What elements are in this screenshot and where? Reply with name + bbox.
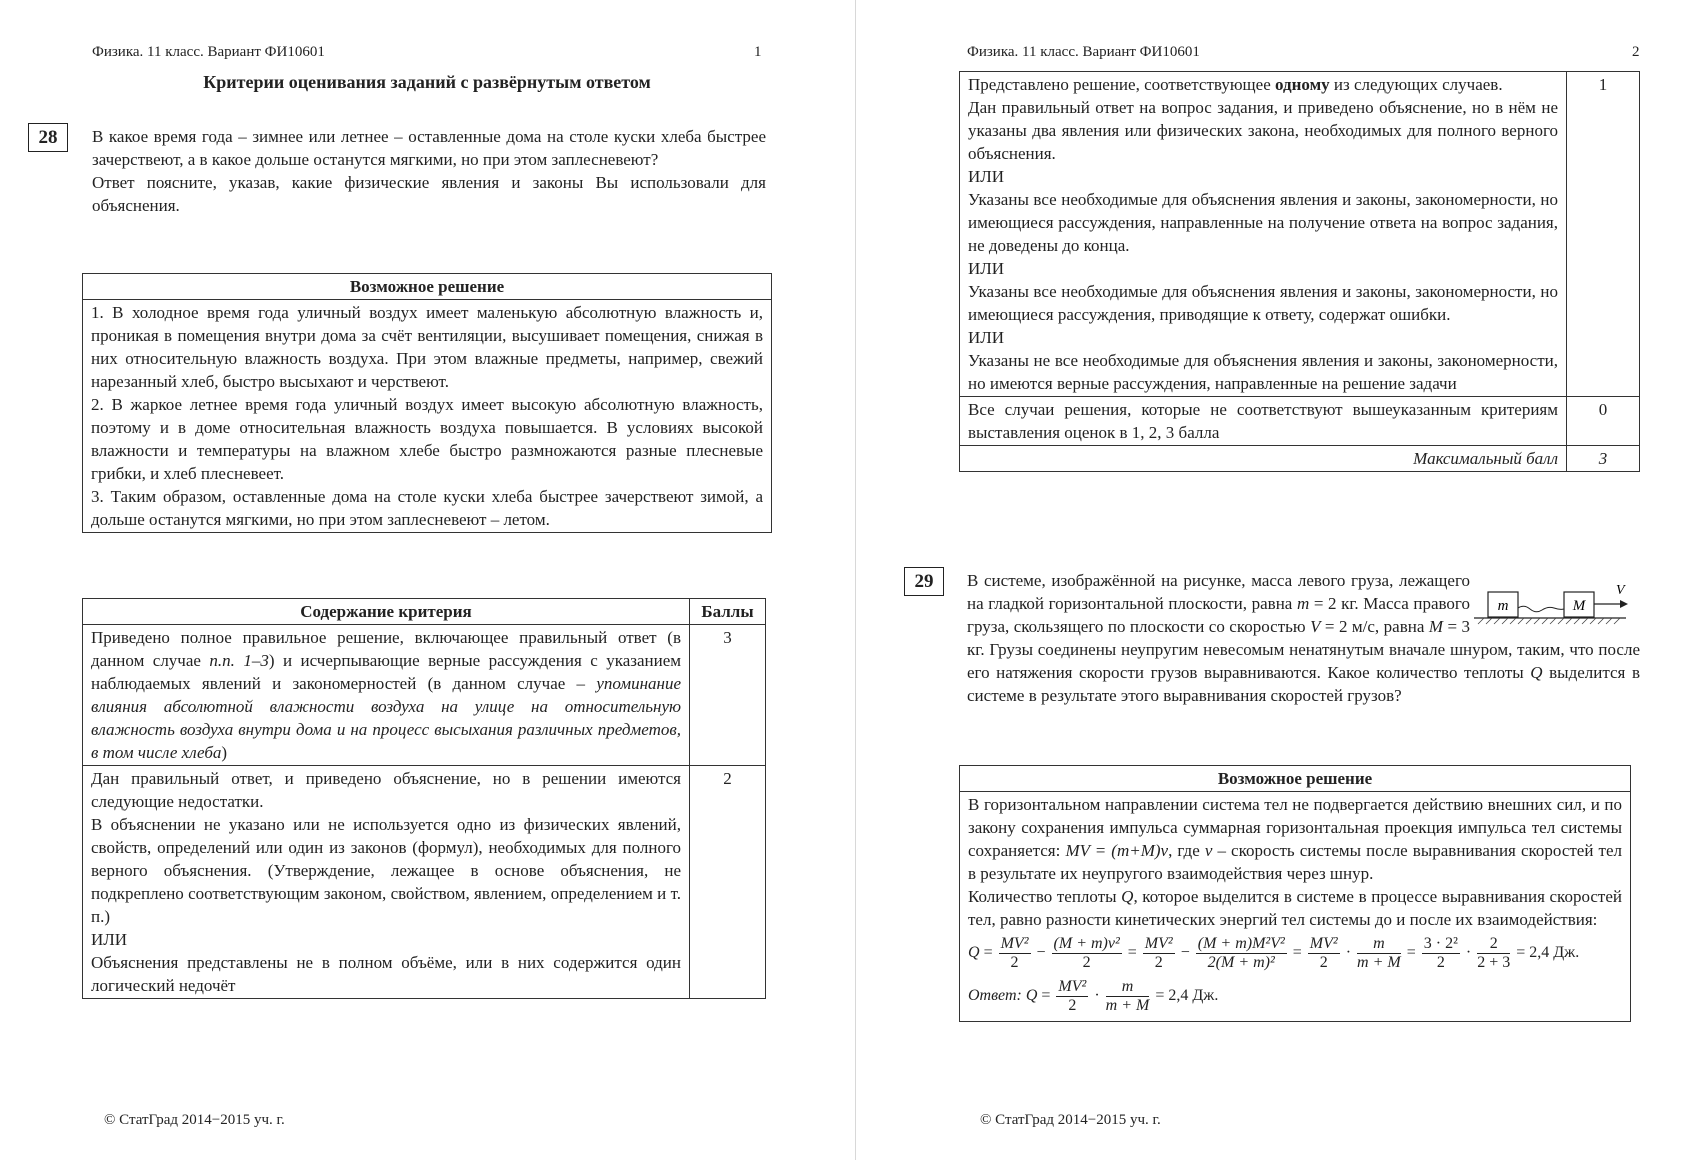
q29-s2-b: , которое выделится в системе в процессе выравнивания скоростей тел, равно разности кинетических энергий тел системы до и после их взаимодействия: — [968, 887, 1622, 929]
criterion-1-points: 1 — [1567, 72, 1640, 397]
q29-text-1: В системе, изображённой на рисунке, масса левого груза, лежащего на гладкой горизонтальной плоскости, равна — [967, 571, 1470, 613]
q29-text-4: = 3 кг. Грузы соединены неупругим невесомым ненатянутым вначале шнуром, таким, что после его натяжения скорости грузов выравниваются. Какое количество теплоты — [967, 617, 1640, 682]
q29-answer-result: = 2,4 Дж. — [1155, 987, 1219, 1005]
solution-point-3: 3. Таким образом, оставленные дома на столе куски хлеба быстрее зачерствеют зимой, а дольше останутся мягкими, но при этом заплесневеют – летом. — [91, 487, 763, 529]
q29-answer: Ответ: Q = $\frac{\text{MV²}}{2}$ · $\frac{m}{m + M}$ = 2,4 Дж. — [968, 978, 1219, 1014]
question-28-instruction: Ответ поясните, указав, какие физические явления и законы Вы использовали для объяснения. — [92, 173, 766, 215]
criterion-0-points: 0 — [1567, 397, 1640, 446]
question-28-prompt: В какое время года – зимнее или летнее – оставленные дома на столе куски хлеба быстрее зачерствеют, а в какое дольше останутся мягкими, но при этом заплесневеют? — [92, 127, 766, 169]
q29-text-5: выделится в системе в результате этого выравнивания скоростей грузов? — [967, 663, 1640, 705]
criterion-1-case-2: Указаны все необходимые для объяснения явления и законы, закономерности, но имеющиеся рассуждения, направленные на получение ответа на вопрос задания, не доведены до конца. — [968, 190, 1558, 255]
q29-var-M: M — [1428, 617, 1443, 636]
page-title: Критерии оценивания заданий с развёрнутым ответом — [203, 72, 651, 92]
page-header-2: Физика. 11 класс. Вариант ФИ10601 — [967, 44, 1200, 60]
question-28-text — [92, 125, 766, 217]
criterion-1 — [960, 72, 1567, 397]
criterion-1-intro-a: Представлено решение, соответствующее — [968, 75, 1275, 94]
q29-formula-result: = 2,4 Дж. — [1516, 944, 1580, 962]
velocity-label: V — [1616, 583, 1625, 598]
q28-criteria-table — [82, 598, 766, 999]
criterion-1-case-4: Указаны не все необходимые для объяснения явления и законы, закономерности, но имеются верные рассуждения, направленные на решение задачи — [968, 351, 1558, 393]
criterion-1-or: ИЛИ — [968, 259, 1005, 278]
page-footer: © СтатГрад 2014−2015 уч. г. — [104, 1112, 285, 1128]
criterion-3-points: 3 — [690, 625, 766, 766]
question-number-28: 28 — [28, 123, 68, 152]
criterion-1-case-1: Дан правильный ответ на вопрос задания, и приведено объяснение, но в нём не указаны два явления или физических закона, необходимых для полного верного объяснения. — [968, 98, 1558, 163]
q29-var-Q: Q — [1530, 663, 1543, 682]
q29-s1-a: В горизонтальном направлении система тел не подвергается действию внешних сил, и по закону сохранения импульса суммарная горизонтальная проекция импульса тел системы сохраняется: — [968, 795, 1622, 860]
criterion-1-case-3: Указаны все необходимые для объяснения явления и законы, закономерности, но имеющиеся рассуждения, приводящие к ответу, содержат ошибки. — [968, 282, 1558, 324]
criterion-3-italic: упоминание влияния абсолютной влажности воздуха на улице на относительную влажность воздуха внутри дома и на процесс высыхания различных предметов, в том числе хлеба — [91, 674, 681, 762]
q29-text-2: = 2 кг. Масса правого груза, скользящего по плоскости со скоростью — [967, 594, 1470, 636]
q29-s1-v: v — [1204, 841, 1213, 860]
q29-var-V: V — [1310, 617, 1321, 636]
page-footer-2: © СтатГрад 2014−2015 уч. г. — [980, 1112, 1161, 1128]
page-number: 1 — [754, 44, 762, 60]
criteria-header: Содержание критерия — [83, 599, 690, 625]
figure-space — [1470, 569, 1640, 633]
criterion-3-text-cont: ) и исчерпывающие верные рассуждения с указанием наблюдаемых явлений и закономерностей (в данном случае – — [91, 651, 682, 693]
max-score-value: 3 — [1567, 446, 1640, 472]
page-number-2: 2 — [1632, 44, 1640, 60]
page-divider — [855, 0, 856, 1160]
criterion-1-or: ИЛИ — [968, 328, 1005, 347]
criterion-1-or: ИЛИ — [968, 167, 1005, 186]
criterion-2-alt: Объяснения представлены не в полном объёме, или в них содержится один логический недочёт — [91, 953, 681, 995]
q29-solution-body — [960, 792, 1631, 1022]
criterion-3 — [83, 625, 690, 766]
solution-point-2: 2. В жаркое летнее время года уличный воздух имеет высокую абсолютную влажность, поэтому и в доме относительная влажность воздуха повышается. В условиях высокой влажности и температуры на влажном хлебе быстро размножаются разные плесневые грибки, и хлеб плесневеет. — [91, 395, 763, 483]
question-number-29: 29 — [904, 567, 944, 596]
criterion-3-ref: п.п. 1–3 — [209, 651, 269, 670]
criterion-1-intro-c: из следующих случаев. — [1329, 75, 1503, 94]
q29-s2-a: Количество теплоты — [968, 887, 1122, 906]
question-29-text — [967, 569, 1640, 707]
criterion-2-detail: В объяснении не указано или не используется одно из физических явлений, свойств, определений или один из законов (формул), необходимых для полного верного объяснения. (Утверждение, лежащее в основе объяснения, не подкреплено соответствующим законом, свойством, явлением, определением и т. п.) — [91, 815, 681, 926]
q28-solution-table — [82, 273, 772, 533]
solution-body — [83, 300, 772, 533]
criterion-2-or: ИЛИ — [91, 930, 128, 949]
solution-header: Возможное решение — [83, 274, 772, 300]
points-header: Баллы — [690, 599, 766, 625]
solution-point-1: 1. В холодное время года уличный воздух имеет маленькую абсолютную влажность и, проникая в помещения внутри дома за счёт вентиляции, высушивает помещения, снижая в них относительную влажность воздуха. При этом влажные предметы, например, свежий нарезанный хлеб, быстро высыхают и черствеют. — [91, 303, 763, 391]
q29-solution-para-2 — [968, 885, 1622, 931]
criterion-0: Все случаи решения, которые не соответствуют вышеуказанным критериям выставления оценок в 1, 2, 3 балла — [960, 397, 1567, 446]
q29-var-m: m — [1296, 594, 1310, 613]
q29-s1-c: – скорость системы после выравнивания скоростей тел в результате их неупругого взаимодействия через шнур. — [968, 841, 1622, 883]
criterion-1-intro-bold: одному — [1275, 75, 1330, 94]
q29-text-3: = 2 м/с, равна — [1320, 617, 1429, 636]
block-m-label: m — [1497, 598, 1509, 614]
answer-label: Ответ: — [968, 987, 1022, 1005]
q29-energy-formula: Q = $\frac{\text{MV²}}{2}$ − $\frac{\text{(M + m)v²}}{2}$ = $\frac{\text{MV²}}{2}$ − $\frac{\text{(M + m)M²V²}}{\text{2(M + m)²}}$ = $\frac{\text{MV²}}{2}$ · $\frac{m}{m + M}$ = $\frac{\text{3 · 2²}}{2}$ · $\frac{2}{2 + 3}$ = 2,4 Дж. — [968, 935, 1580, 971]
criterion-1-intro — [968, 73, 1558, 96]
criterion-2-points: 2 — [690, 766, 766, 999]
q28-criteria-table-continued — [959, 71, 1640, 472]
max-score-label: Максимальный балл — [960, 446, 1567, 472]
page-header: Физика. 11 класс. Вариант ФИ10601 — [92, 44, 325, 60]
q29-solution-table — [959, 765, 1631, 1022]
block-M-label: M — [1572, 598, 1586, 614]
q29-solution-para-1 — [968, 793, 1622, 885]
q29-s2-q: Q — [1121, 887, 1134, 906]
criterion-3-close: ) — [221, 743, 228, 762]
criterion-2-text: Дан правильный ответ, и приведено объяснение, но в решении имеются следующие недостатки. — [91, 769, 681, 811]
q29-momentum-formula: MV = (m+M)v — [1065, 841, 1169, 860]
criterion-3-text: Приведено полное правильное решение, включающее правильный ответ (в данном случае — [91, 628, 681, 670]
criterion-2 — [83, 766, 690, 999]
q29-s1-b: , где — [1168, 841, 1205, 860]
q29-solution-header: Возможное решение — [960, 766, 1631, 792]
